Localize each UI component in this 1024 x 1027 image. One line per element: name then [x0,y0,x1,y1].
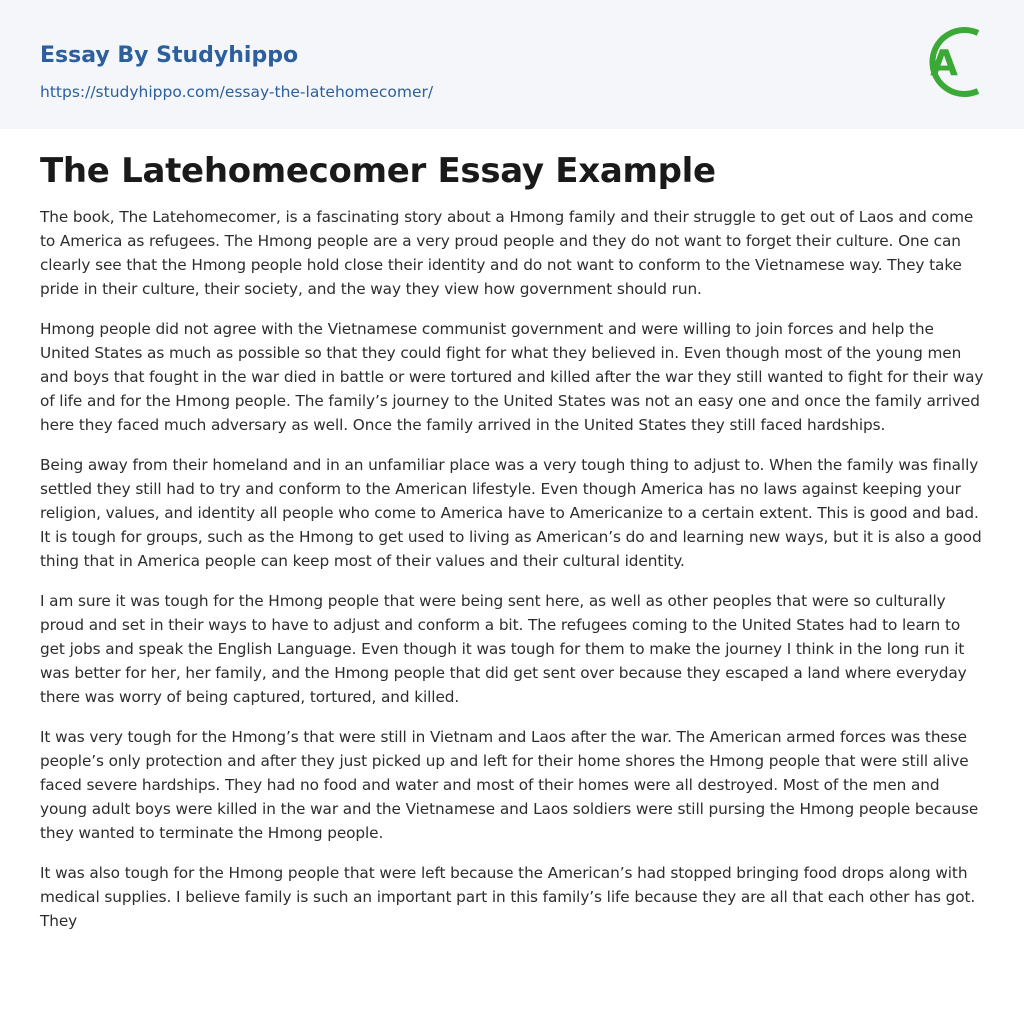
site-header [0,0,1024,129]
site-brand[interactable]: Essay By Studyhippo [40,43,299,68]
essay-paragraph-1: The book, The Latehomecomer, is a fascinating story about a Hmong family and their struggle to get out of Laos and come to America as refugees. The Hmong people are a very proud people and they do not want to forget their culture. One can clearly see that the Hmong people hold close their identity and do not want to conform to the Vietnamese way. They take pride in their culture, their society, and the way they view how government should run. [40,208,974,298]
studyhippo-logo-icon[interactable] [916,18,986,106]
essay-paragraph-6: It was also tough for the Hmong people that were left because the American’s had stopped bringing food drops along with medical supplies. I believe family is such an important part in this family’s life because they are all that each other has got. They [40,864,976,930]
essay-paragraph-4: I am sure it was tough for the Hmong people that were being sent here, as well as other peoples that were so culturally proud and set in their ways to have to adjust and conform a bit. The refugees coming to the United States had to learn to get jobs and speak the English Language. Even though it was tough for them to make the journey I think in the long run it was better for her, her family, and the Hmong people that did get sent over because they escaped a land where everyday there was worry of being captured, tortured, and killed. [40,592,967,706]
essay-paragraph-3: Being away from their homeland and in an unfamiliar place was a very tough thing to adjust to. When the family was finally settled they still had to try and conform to the American lifestyle. Even though America has no laws against keeping your religion, values, and identity all people who come to America have to Americanize to a certain extent. This is good and bad. It is tough for groups, such as the Hmong to get used to living as American’s do and learning new ways, but it is also a good thing that in America people can keep most of their values and their cultural identity. [40,456,982,570]
essay-title: The Latehomecomer Essay Example [40,151,716,191]
page-url-link[interactable]: https://studyhippo.com/essay-the-latehomecomer/ [40,83,434,101]
essay-paragraph-2: Hmong people did not agree with the Vietnamese communist government and were willing to join forces and help the United States as much as possible so that they could fight for what they believed in. Even though most of the young men and boys that fought in the war died in battle or were tortured and killed after the war they still wanted to fight for their way of life and for the Hmong people. The family’s journey to the United States was not an easy one and once the family arrived here they faced much adversary as well. Once the family arrived in the United States they still faced hardships. [40,320,984,434]
essay-paragraph-5: It was very tough for the Hmong’s that were still in Vietnam and Laos after the war. The American armed forces was these people’s only protection and after they just picked up and left for their home shores the Hmong people that were still alive faced severe hardships. They had no food and water and most of their homes were all destroyed. Most of the men and young adult boys were killed in the war and the Vietnamese and Laos soldiers were still pursing the Hmong people because they wanted to terminate the Hmong people. [40,728,979,842]
svg-text:A: A [930,43,958,84]
essay-content [0,129,1024,933]
